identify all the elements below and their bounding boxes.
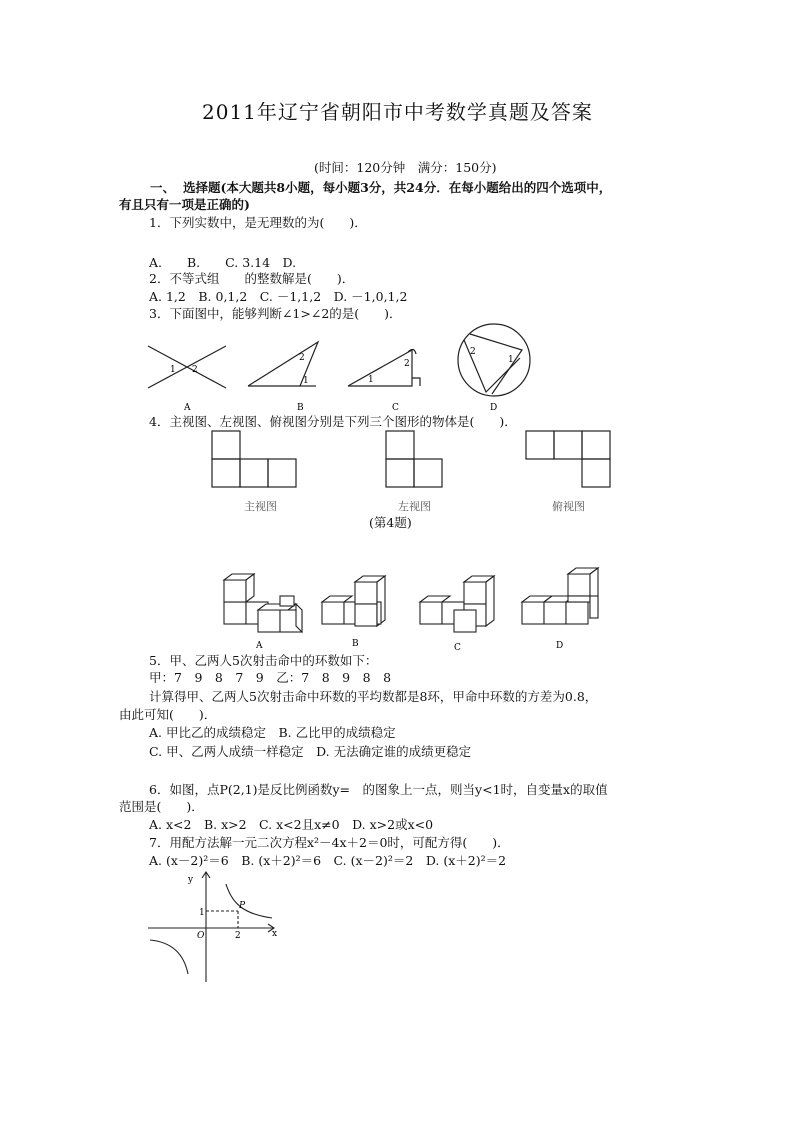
- q2-options: A. 1,2 B. 0,1,2 C. －1,1,2 D. －1,0,1,2: [149, 289, 408, 304]
- q6-options: A. x<2 B. x>2 C. x<2且x≠0 D. x>2或x<0: [149, 817, 434, 832]
- q3-label-d: D: [490, 403, 498, 413]
- q3-figure-d: [458, 324, 530, 396]
- q3-d-angle2: 2: [470, 347, 476, 357]
- q4-caption: (第4题): [369, 515, 412, 530]
- exam-meta: (时间：120分钟 满分：150分): [314, 160, 497, 175]
- q4-views: [200, 428, 630, 518]
- hyperbola-branch-1: [226, 884, 272, 918]
- q3-figures: [140, 320, 540, 416]
- q4-solid-d: [522, 568, 598, 624]
- q6-stem-line1: 6．如图，点P(2,1)是反比例函数y= 的图象上一点，则当y<1时，自变量x的取值: [149, 782, 608, 797]
- q4-front-view: [212, 431, 296, 487]
- q4-left-view: [386, 431, 442, 487]
- q3-b-angle2: 2: [299, 353, 305, 363]
- q5-desc-line1: 计算得甲、乙两人5次射击命中环数的平均数都是8环，甲命中环数的方差为0.8，: [149, 689, 598, 704]
- q5-stem: 5．甲、乙两人5次射击命中的环数如下：: [149, 653, 378, 668]
- q4-option-solids: [210, 562, 610, 654]
- hyperbola-branch-2: [150, 940, 188, 974]
- q6-label-two: 2: [235, 931, 241, 941]
- q4-option-label-c: C: [454, 643, 461, 653]
- q3-c-angle2: 2: [404, 359, 410, 369]
- q6-graph: [140, 868, 290, 988]
- q5-options-cd: C. 甲、乙两人成绩一样稳定 D. 无法确定谁的成绩更稳定: [149, 744, 472, 759]
- q3-a-angle1: 1: [170, 365, 176, 375]
- q4-top-view: [526, 431, 610, 487]
- q1-stem: 1．下列实数中，是无理数的为( )．: [149, 215, 367, 230]
- q5-data: 甲：7 9 8 7 9 乙：7 8 9 8 8: [149, 670, 392, 685]
- q6-label-y: y: [188, 875, 194, 885]
- q4-solid-b: [322, 576, 385, 626]
- q3-d-angle1: 1: [508, 355, 514, 365]
- q3-label-a: A: [184, 403, 191, 413]
- q6-stem-line2: 范围是( )．: [119, 799, 204, 814]
- q3-stem: 3．下面图中，能够判断∠1>∠2的是( )．: [149, 306, 402, 321]
- q4-option-label-d: D: [556, 641, 564, 651]
- q3-figure-a: [148, 346, 226, 388]
- q4-solid-a: [224, 574, 302, 632]
- q3-a-angle2: 2: [192, 365, 198, 375]
- q3-c-angle1: 1: [368, 375, 374, 385]
- q4-stem: 4．主视图、左视图、俯视图分别是下列三个图形的物体是( )．: [149, 414, 517, 429]
- q6-label-origin: O: [197, 931, 205, 941]
- page-title: 2011年辽宁省朝阳市中考数学真题及答案: [202, 100, 593, 124]
- q6-label-one: 1: [199, 908, 205, 918]
- q3-label-c: C: [392, 403, 399, 413]
- q4-front-view-label: 主视图: [244, 500, 277, 513]
- q4-solid-c: [420, 576, 494, 632]
- q3-label-b: B: [297, 403, 304, 413]
- q3-b-angle1: 1: [303, 376, 309, 386]
- q7-options: A. (x－2)²＝6 B. (x＋2)²＝6 C. (x－2)²＝2 D. (x＋2)²＝2: [149, 853, 507, 868]
- q4-option-label-b: B: [352, 639, 359, 649]
- q4-left-view-label: 左视图: [398, 500, 431, 513]
- q1-options: A. B. C. 3.14 D.: [149, 255, 297, 270]
- q4-top-view-label: 俯视图: [552, 500, 585, 513]
- section-heading-line1: 选择题(本大题共8小题，每小题3分，共24分．在每小题给出的四个选项中，: [183, 180, 612, 195]
- q5-desc-line2: 由此可知( )．: [119, 707, 217, 722]
- q2-stem: 2．不等式组 的整数解是( )．: [149, 271, 355, 286]
- q6-label-x: x: [272, 929, 278, 939]
- q4-option-label-a: A: [256, 641, 263, 651]
- q5-options-ab: A. 甲比乙的成绩稳定 B. 乙比甲的成绩稳定: [149, 725, 396, 740]
- q6-label-p: P: [239, 901, 246, 911]
- q7-stem: 7．用配方法解一元二次方程x²－4x＋2＝0时，可配方得( )．: [149, 835, 510, 850]
- section-heading-line2: 有且只有一项是正确的): [119, 197, 250, 212]
- section-number: 一、: [150, 180, 176, 195]
